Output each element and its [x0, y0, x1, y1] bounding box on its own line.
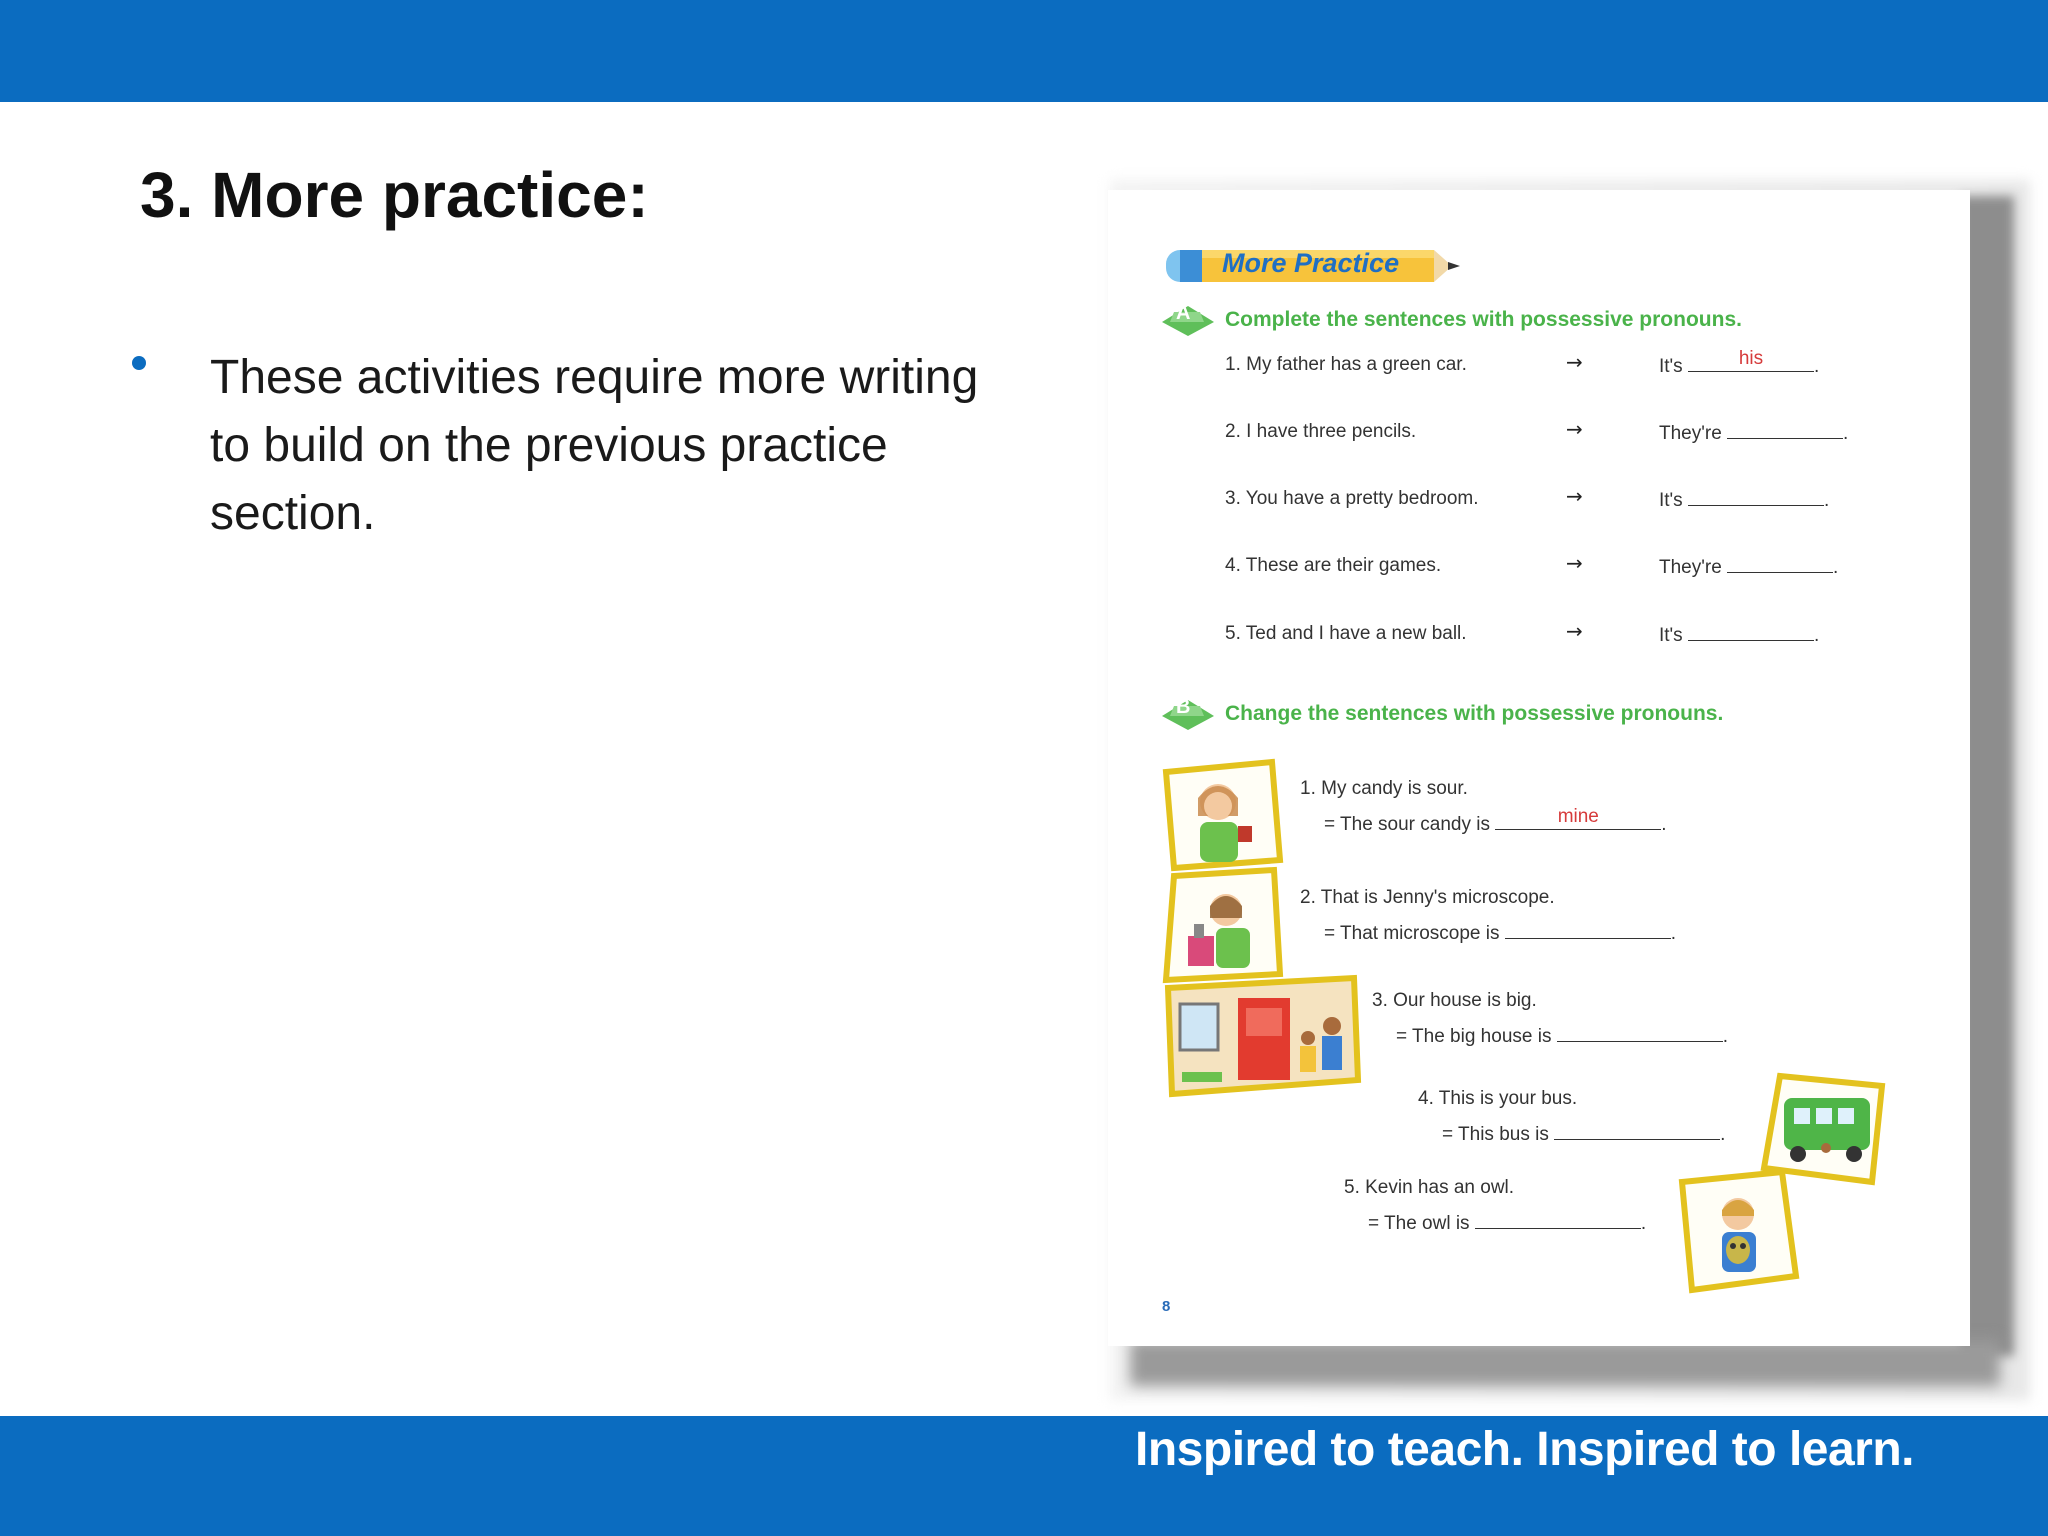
- a-item-2-arrow: →: [1566, 417, 1583, 441]
- a-item-3-prefix: It's: [1659, 490, 1683, 511]
- b-item-3-sentence: 3. Our house is big.: [1372, 990, 1537, 1011]
- a-item-2-answer-line: They're .: [1659, 423, 1849, 444]
- a-item-1-answer: his: [1738, 348, 1764, 369]
- a-item-1-sentence: 1. My father has a green car.: [1225, 354, 1467, 375]
- b-item-2-blank: [1505, 921, 1671, 939]
- a-item-3-arrow: →: [1566, 484, 1583, 508]
- bullet-marker: [132, 356, 146, 370]
- a-item-2-prefix: They're: [1659, 423, 1722, 444]
- a-item-4-sentence: 4. These are their games.: [1225, 555, 1442, 576]
- b-item-3-rewrite-line: = The big house is .: [1396, 1026, 1729, 1047]
- b-item-2-sentence: 2. That is Jenny's microscope.: [1300, 887, 1555, 908]
- section-a-instruction: Complete the sentences with possessive pronouns.: [1225, 308, 1742, 331]
- section-b-instruction: Change the sentences with possessive pronouns.: [1225, 702, 1724, 725]
- b-item-4-sentence: 4. This is your bus.: [1418, 1088, 1578, 1109]
- section-a-letter: A: [1176, 302, 1191, 324]
- a-item-1-answer-line: It's his .: [1659, 348, 1820, 377]
- b-item-2-rewrite: = That microscope is: [1324, 923, 1500, 944]
- a-item-3-blank: [1688, 488, 1824, 506]
- b-item-4-rewrite-line: = This bus is .: [1442, 1124, 1726, 1145]
- b-item-4-blank: [1554, 1122, 1720, 1140]
- a-item-2-sentence: 2. I have three pencils.: [1225, 421, 1417, 442]
- a-item-2-blank: [1727, 421, 1843, 439]
- a-item-5-arrow: →: [1566, 619, 1583, 643]
- worksheet-shadow-bottom: [1130, 1340, 2000, 1386]
- a-item-5-answer-line: It's .: [1659, 625, 1820, 646]
- a-item-5-sentence: 5. Ted and I have a new ball.: [1225, 623, 1467, 644]
- b-item-1-sentence: 1. My candy is sour.: [1300, 778, 1468, 799]
- girl-microscope-picture: [1162, 866, 1288, 986]
- b-item-5-rewrite: = The owl is: [1368, 1213, 1470, 1234]
- a-item-3-answer-line: It's .: [1659, 490, 1830, 511]
- header-bar: [0, 0, 2048, 102]
- a-item-5-prefix: It's: [1659, 625, 1683, 646]
- a-item-4-arrow: →: [1566, 551, 1583, 575]
- boy-owl-picture: [1678, 1170, 1802, 1296]
- a-item-4-answer-line: They're .: [1659, 557, 1839, 578]
- b-item-1-rewrite: = The sour candy is: [1324, 814, 1490, 835]
- girl-candy-picture: [1162, 756, 1288, 874]
- b-item-4-rewrite: = This bus is: [1442, 1124, 1549, 1145]
- a-item-3-sentence: 3. You have a pretty bedroom.: [1225, 488, 1479, 509]
- worksheet-page: [1108, 190, 1970, 1346]
- bullet-text: These activities require more writing to build on the previous practice section.: [210, 351, 979, 540]
- b-item-3-rewrite: = The big house is: [1396, 1026, 1552, 1047]
- b-item-1-answer: mine: [1557, 806, 1599, 827]
- b-item-5-blank: [1475, 1211, 1641, 1229]
- b-item-3-blank: [1557, 1024, 1723, 1042]
- banner-title: More Practice: [1222, 248, 1400, 278]
- a-item-4-prefix: They're: [1659, 557, 1722, 578]
- b-item-1-blank: [1495, 806, 1661, 830]
- family-house-picture: [1162, 974, 1362, 1100]
- a-item-1-arrow: →: [1566, 350, 1583, 374]
- footer-tagline: Inspired to teach. Inspired to learn.: [1135, 1423, 1914, 1476]
- b-item-1-rewrite-line: = The sour candy is mine .: [1324, 806, 1667, 835]
- b-item-5-sentence: 5. Kevin has an owl.: [1344, 1177, 1515, 1198]
- section-b-letter: B: [1176, 696, 1191, 718]
- a-item-4-blank: [1727, 555, 1833, 573]
- a-item-1-prefix: It's: [1659, 356, 1683, 377]
- b-item-2-rewrite-line: = That microscope is .: [1324, 923, 1677, 944]
- page-number: 8: [1162, 1298, 1171, 1315]
- a-item-5-blank: [1688, 623, 1814, 641]
- b-item-5-rewrite-line: = The owl is .: [1368, 1213, 1647, 1234]
- slide-title: 3. More practice:: [140, 159, 649, 231]
